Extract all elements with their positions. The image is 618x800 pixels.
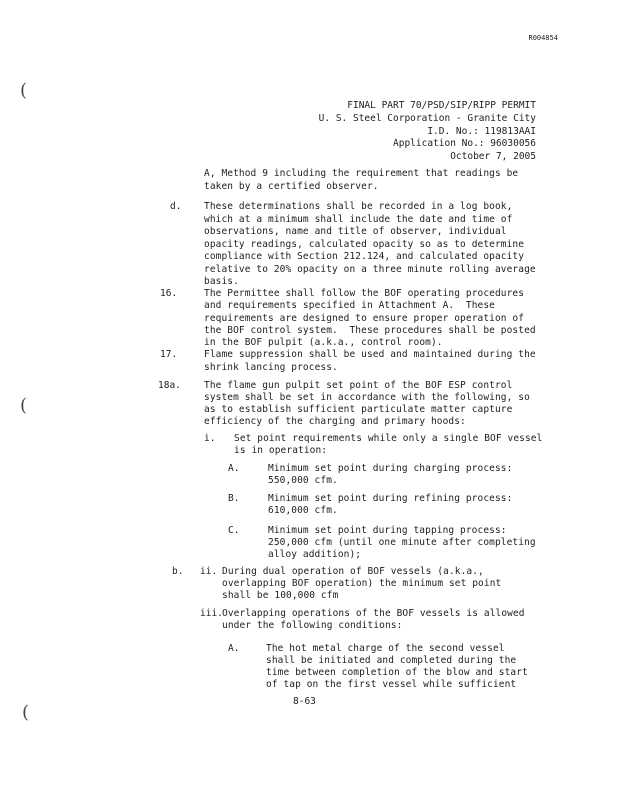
sub-B-line-2: 610,000 cfm. xyxy=(268,505,338,516)
sub-ii-line-2: overlapping BOF operation) the minimum set point xyxy=(222,578,502,589)
sub-ii-label: ii. xyxy=(200,566,218,577)
sub-A2-line-4: of tap on the first vessel while sufficient xyxy=(266,679,517,690)
sub-b-label: b. xyxy=(172,566,184,577)
sub-i-line-2: is in operation: xyxy=(234,445,328,456)
item-18a-line-1: The flame gun pulpit set point of the BOF ESP control xyxy=(204,380,513,391)
item-d-label: d. xyxy=(170,201,182,212)
item-16-line-4: the BOF control system. These procedures shall be posted xyxy=(204,325,536,336)
sub-i-label: i. xyxy=(204,433,216,444)
item-16-line-3: requirements are designed to ensure proper operation of xyxy=(204,313,525,324)
page-number: 8-63 xyxy=(293,696,316,707)
header-line-1: FINAL PART 70/PSD/SIP/RIPP PERMIT xyxy=(347,100,536,111)
binder-hole-mark-top: ( xyxy=(20,80,28,101)
intro-line-1: A, Method 9 including the requirement that readings be xyxy=(204,168,519,179)
intro-line-2: taken by a certified observer. xyxy=(204,181,379,192)
document-id: R004854 xyxy=(528,34,558,42)
sub-A2-line-3: time between completion of the blow and start xyxy=(266,667,528,678)
sub-B-label: B. xyxy=(228,493,240,504)
sub-A-line-1: Minimum set point during charging process: xyxy=(268,463,513,474)
item-d-line-3: observations, name and title of observer, individual xyxy=(204,226,507,237)
binder-hole-mark-middle: ( xyxy=(20,395,28,416)
item-d-line-1: These determinations shall be recorded in a log book, xyxy=(204,201,513,212)
sub-A2-line-1: The hot metal charge of the second vessel xyxy=(266,643,505,654)
sub-iii-label: iii. xyxy=(200,608,223,619)
item-18a-line-4: efficiency of the charging and primary hoods: xyxy=(204,416,466,427)
sub-A2-line-2: shall be initiated and completed during the xyxy=(266,655,517,666)
item-d-line-7: basis. xyxy=(204,276,239,287)
item-17-line-1: Flame suppression shall be used and maintained during the xyxy=(204,349,536,360)
sub-A-label: A. xyxy=(228,463,240,474)
sub-C-line-1: Minimum set point during tapping process: xyxy=(268,525,507,536)
item-17-label: 17. xyxy=(160,349,178,360)
sub-ii-line-1: During dual operation of BOF vessels (a.k.a., xyxy=(222,566,484,577)
sub-iii-line-2: under the following conditions: xyxy=(222,620,403,631)
sub-A-line-2: 550,000 cfm. xyxy=(268,475,338,486)
item-d-line-2: which at a minimum shall include the date and time of xyxy=(204,214,513,225)
item-16-line-5: in the BOF pulpit (a.k.a., control room). xyxy=(204,337,443,348)
item-16-line-2: and requirements specified in Attachment A. These xyxy=(204,300,495,311)
item-d-line-6: relative to 20% opacity on a three minute rolling average xyxy=(204,264,536,275)
sub-ii-line-3: shall be 100,000 cfm xyxy=(222,590,339,601)
sub-C-line-3: alloy addition); xyxy=(268,549,362,560)
header-line-4: Application No.: 96030056 xyxy=(393,138,536,149)
sub-iii-line-1: Overlapping operations of the BOF vessels is allowed xyxy=(222,608,525,619)
sub-C-label: C. xyxy=(228,525,240,536)
header-line-2: U. S. Steel Corporation - Granite City xyxy=(318,113,536,124)
item-16-line-1: The Permittee shall follow the BOF operating procedures xyxy=(204,288,525,299)
item-18a-line-3: as to establish sufficient particulate matter capture xyxy=(204,404,513,415)
item-17-line-2: shrink lancing process. xyxy=(204,362,338,373)
item-d-line-4: opacity readings, calculated opacity so as to determine xyxy=(204,239,525,250)
sub-i-line-1: Set point requirements while only a single BOF vessel xyxy=(234,433,543,444)
item-d-line-5: compliance with Section 212.124, and calculated opacity xyxy=(204,251,525,262)
item-18a-label: 18a. xyxy=(158,380,181,391)
item-16-label: 16. xyxy=(160,288,178,299)
sub-C-line-2: 250,000 cfm (until one minute after completing xyxy=(268,537,536,548)
item-18a-line-2: system shall be set in accordance with the following, so xyxy=(204,392,530,403)
header-line-3: I.D. No.: 119813AAI xyxy=(427,126,536,137)
binder-hole-mark-bottom: ( xyxy=(22,702,30,723)
sub-A2-label: A. xyxy=(228,643,240,654)
header-line-5: October 7, 2005 xyxy=(450,151,536,162)
sub-B-line-1: Minimum set point during refining process: xyxy=(268,493,513,504)
